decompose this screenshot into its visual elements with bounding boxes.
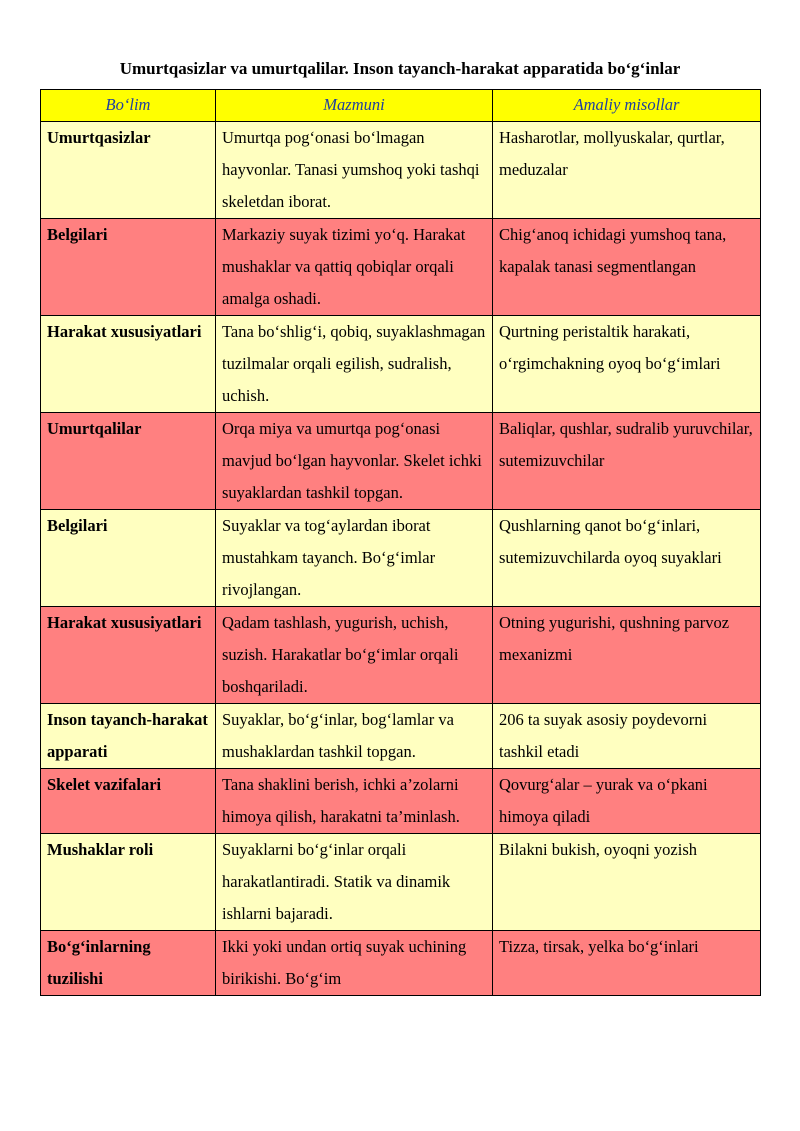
row-section: Skelet vazifalari [41, 769, 216, 834]
table-row [41, 510, 761, 607]
row-content: Qadam tashlash, yugurish, uchish, suzish. Harakatlar bo‘g‘imlar orqali boshqariladi. [216, 607, 493, 704]
table-row [41, 834, 761, 931]
row-examples: Baliqlar, qushlar, sudralib yuruvchilar, sutemizuvchilar [493, 413, 761, 510]
table-row [41, 316, 761, 413]
row-section: Umurtqalilar [41, 413, 216, 510]
table-row [41, 931, 761, 996]
table-row [41, 704, 761, 769]
row-content: Ikki yoki undan ortiq suyak uchining birikishi. Bo‘g‘im [216, 931, 493, 996]
row-content: Tana shaklini berish, ichki a’zolarni himoya qilish, harakatni ta’minlash. [216, 769, 493, 834]
table-header-row [41, 90, 761, 122]
row-section: Inson tayanch-harakat apparati [41, 704, 216, 769]
row-content: Orqa miya va umurtqa pog‘onasi mavjud bo‘lgan hayvonlar. Skelet ichki suyaklardan tashkil topgan. [216, 413, 493, 510]
info-table [40, 89, 761, 996]
row-examples: Tizza, tirsak, yelka bo‘g‘inlari [493, 931, 761, 996]
row-examples: Qushlarning qanot bo‘g‘inlari, sutemizuvchilarda oyoq suyaklari [493, 510, 761, 607]
row-examples: Otning yugurishi, qushning parvoz mexanizmi [493, 607, 761, 704]
row-examples: Hasharotlar, mollyuskalar, qurtlar, meduzalar [493, 122, 761, 219]
row-section: Bo‘g‘inlarning tuzilishi [41, 931, 216, 996]
row-section: Belgilari [41, 219, 216, 316]
column-header-examples: Amaliy misollar [493, 90, 761, 122]
row-examples: Chig‘anoq ichidagi yumshoq tana, kapalak tanasi segmentlangan [493, 219, 761, 316]
row-content: Suyaklar, bo‘g‘inlar, bog‘lamlar va mushaklardan tashkil topgan. [216, 704, 493, 769]
row-content: Suyaklar va tog‘aylardan iborat mustahkam tayanch. Bo‘g‘imlar rivojlangan. [216, 510, 493, 607]
row-examples: Qurtning peristaltik harakati, o‘rgimchakning oyoq bo‘g‘imlari [493, 316, 761, 413]
document-title: Umurtqasizlar va umurtqalilar. Inson tayanch-harakat apparatida bo‘g‘inlar [119, 59, 681, 78]
table-row [41, 769, 761, 834]
row-section: Belgilari [41, 510, 216, 607]
row-content: Markaziy suyak tizimi yo‘q. Harakat mushaklar va qattiq qobiqlar orqali amalga oshadi. [216, 219, 493, 316]
table-row [41, 607, 761, 704]
row-section: Mushaklar roli [41, 834, 216, 931]
row-content: Umurtqa pog‘onasi bo‘lmagan hayvonlar. Tanasi yumshoq yoki tashqi skeletdan iborat. [216, 122, 493, 219]
row-section: Harakat xususiyatlari [41, 316, 216, 413]
table-row [41, 413, 761, 510]
row-examples: 206 ta suyak asosiy poydevorni tashkil etadi [493, 704, 761, 769]
row-examples: Bilakni bukish, oyoqni yozish [493, 834, 761, 931]
row-content: Tana bo‘shlig‘i, qobiq, suyaklashmagan tuzilmalar orqali egilish, sudralish, uchish. [216, 316, 493, 413]
table-row [41, 122, 761, 219]
row-section: Umurtqasizlar [41, 122, 216, 219]
row-content: Suyaklarni bo‘g‘inlar orqali harakatlantiradi. Statik va dinamik ishlarni bajaradi. [216, 834, 493, 931]
column-header-section: Bo‘lim [41, 90, 216, 122]
table-row [41, 219, 761, 316]
row-section: Harakat xususiyatlari [41, 607, 216, 704]
column-header-content: Mazmuni [216, 90, 493, 122]
row-examples: Qovurg‘alar – yurak va o‘pkani himoya qiladi [493, 769, 761, 834]
